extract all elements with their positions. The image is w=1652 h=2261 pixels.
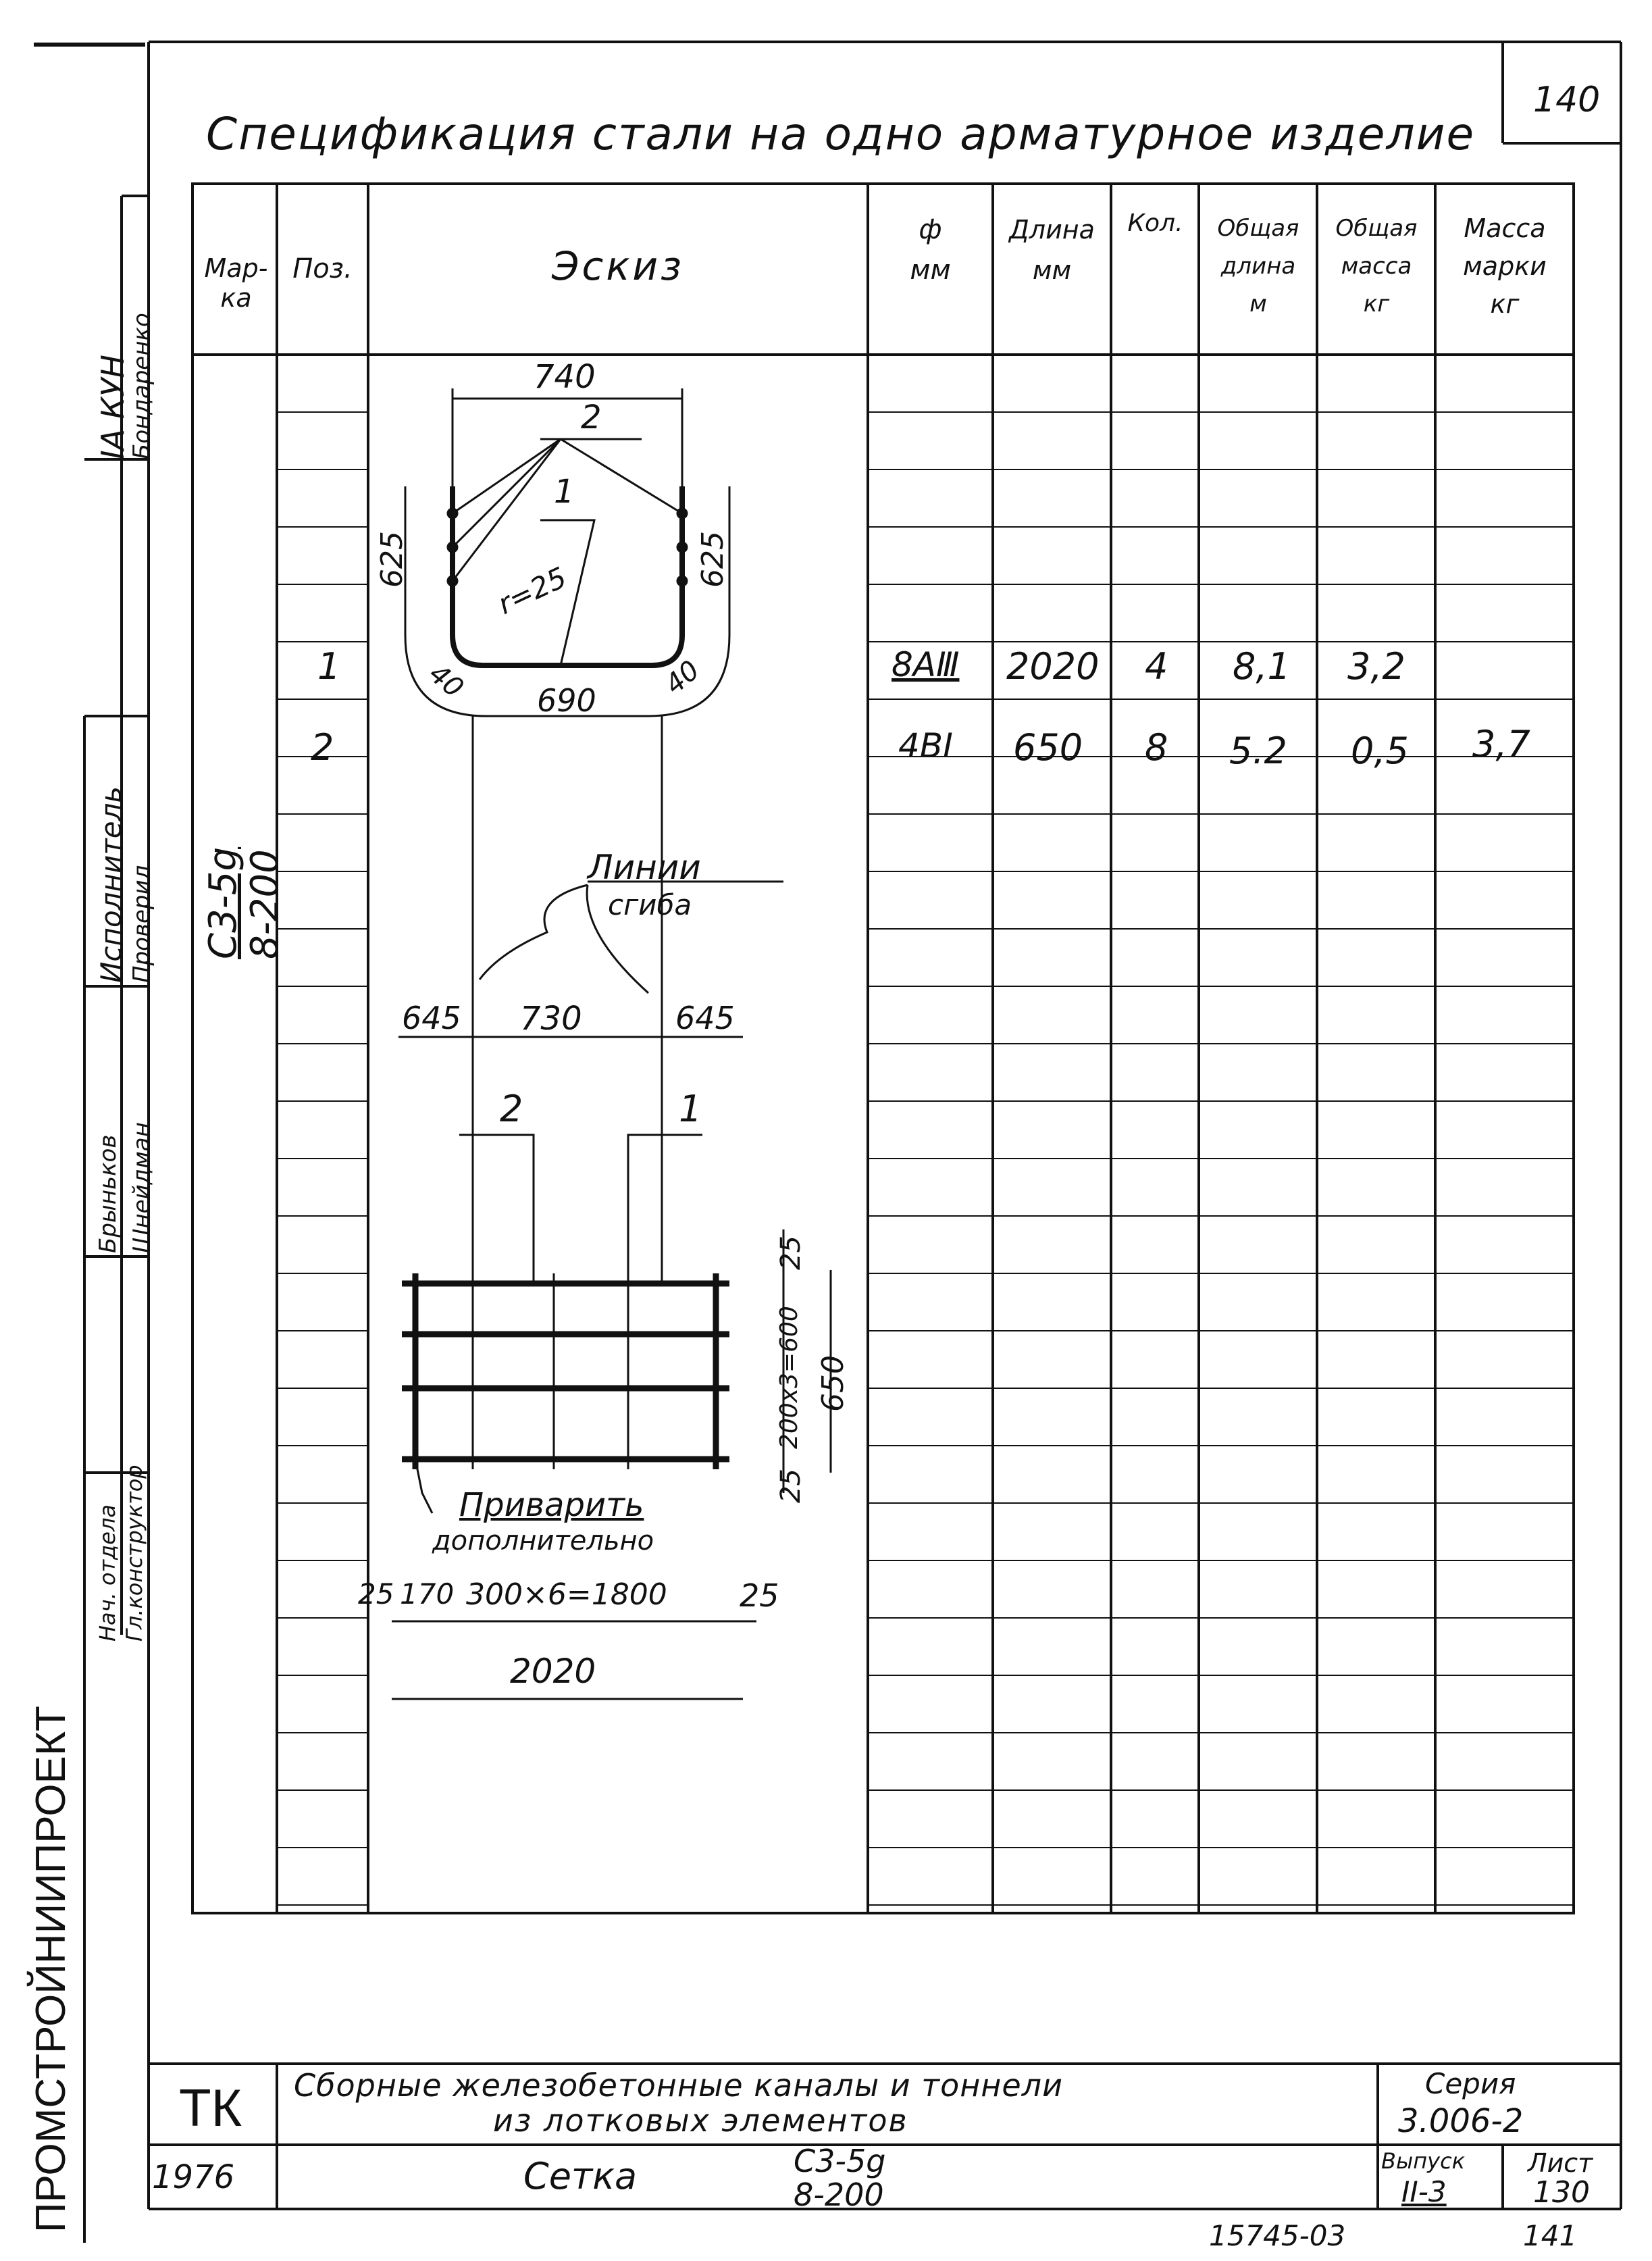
sheet-label: Лист xyxy=(1528,2148,1593,2178)
bar-dot xyxy=(677,542,687,552)
row1-total-length: 8,1 xyxy=(1233,645,1291,688)
dim-25-right: 25 xyxy=(740,1577,779,1614)
dim-25-left: 25 xyxy=(358,1577,394,1610)
radius-label: r=25 xyxy=(492,560,572,621)
bend-lines-label-1: Линии xyxy=(588,848,701,887)
item-mark-top: С3-5g xyxy=(794,2143,886,2179)
callout-2-top: 2 xyxy=(581,399,602,436)
row2-length: 650 xyxy=(1013,726,1083,769)
leader-2 xyxy=(453,439,561,547)
stamp-name-6: Шнейдман xyxy=(128,1122,155,1253)
stamp-name-4: Брыньков xyxy=(95,1134,122,1253)
issue-value: II-3 xyxy=(1401,2175,1447,2208)
stamp-name-3: Проверил xyxy=(128,865,155,983)
section-marker-2 xyxy=(459,1135,534,1284)
stamp-role-2: Гл.конструктор xyxy=(122,1465,147,1642)
dim-690: 690 xyxy=(537,682,596,719)
header-pos: Поз. xyxy=(292,253,353,284)
row1-diam: 8AⅢ xyxy=(892,645,960,684)
series-value: 3.006-2 xyxy=(1398,2102,1524,2140)
item-name: Сетка xyxy=(523,2155,638,2198)
header-sketch: Эскиз xyxy=(552,243,684,289)
dim-300x6: 300×6=1800 xyxy=(466,1577,667,1612)
dim-40-right: 40 xyxy=(659,655,706,701)
bar-dot xyxy=(448,542,457,552)
row2-total-mass: 0,5 xyxy=(1351,730,1409,772)
leader-2 xyxy=(561,439,682,513)
sheet-value: 130 xyxy=(1533,2175,1590,2210)
callout-1-top: 1 xyxy=(554,473,575,511)
title-block-code: ТК xyxy=(179,2078,242,2137)
weld-leader xyxy=(415,1459,432,1513)
org-name: ПРОМСТРОЙНИИПРОЕКТ xyxy=(28,1706,74,2233)
dim-645-right: 645 xyxy=(675,1000,735,1036)
row1-total-mass: 3,2 xyxy=(1347,645,1405,688)
mark-top: С3-5g xyxy=(201,846,245,959)
mark-bottom: 8-200 xyxy=(243,849,287,959)
header-mark-mass: Масса марки кг xyxy=(1463,213,1547,319)
year: 1976 xyxy=(152,2158,235,2196)
stamp-name-1: Бондаренко xyxy=(128,313,155,459)
row1-length: 2020 xyxy=(1006,645,1100,688)
dept-name: IA КУН xyxy=(95,355,131,459)
bottom-page: 141 xyxy=(1523,2219,1578,2252)
header-marka: Мар- ка xyxy=(204,253,268,313)
dim-730: 730 xyxy=(520,1000,582,1038)
item-mark-bottom: 8-200 xyxy=(794,2177,884,2213)
bend-arrow xyxy=(480,885,588,980)
row2-qty: 8 xyxy=(1145,726,1168,769)
section-2: 2 xyxy=(500,1088,523,1130)
dim-2020: 2020 xyxy=(510,1652,596,1691)
dim-40-left: 40 xyxy=(423,658,469,704)
dim-25-top: 25 xyxy=(775,1236,806,1270)
dim-650: 650 xyxy=(816,1355,850,1412)
dim-625-left: 625 xyxy=(375,531,409,588)
sheet-number: 140 xyxy=(1533,80,1601,120)
weld-note-2: дополнительно xyxy=(432,1525,654,1556)
bend-lines-label-2: сгиба xyxy=(608,888,692,921)
dim-25-bottom: 25 xyxy=(775,1469,806,1503)
leader-2 xyxy=(453,439,561,513)
row1-qty: 4 xyxy=(1145,645,1168,688)
bottom-code: 15745-03 xyxy=(1209,2219,1346,2252)
stamp-name-2: Исполнитель xyxy=(95,786,128,983)
mark-mass-value: 3,7 xyxy=(1472,723,1530,765)
dim-170: 170 xyxy=(400,1577,455,1610)
bar-dot xyxy=(677,576,687,586)
section-marker-1 xyxy=(628,1135,702,1284)
leader-2 xyxy=(453,439,561,581)
section-1: 1 xyxy=(679,1088,702,1130)
header-qty: Кол. xyxy=(1127,209,1183,237)
header-length: Длина мм xyxy=(1009,215,1095,285)
page-title: Спецификация стали на одно арматурное изделие xyxy=(206,108,1476,160)
header-diam: ф мм xyxy=(910,214,951,286)
dim-740: 740 xyxy=(534,358,596,396)
header-total-mass: Общая масса кг xyxy=(1335,215,1418,317)
title-block-name-2: из лотковых элементов xyxy=(493,2102,908,2139)
title-block-name-1: Сборные железобетонные каналы и тоннели xyxy=(294,2067,1063,2104)
series-label: Серия xyxy=(1425,2067,1516,2100)
header-total-length: Общая длина м xyxy=(1217,215,1299,317)
row2-total-length: 5.2 xyxy=(1229,730,1287,772)
row2-diam: 4BI xyxy=(898,726,953,765)
row2-pos: 2 xyxy=(311,726,334,769)
stamp-role-1: Нач. отдела xyxy=(95,1504,120,1642)
row1-pos: 1 xyxy=(317,645,341,688)
dim-645-left: 645 xyxy=(402,1000,461,1036)
issue-label: Выпуск xyxy=(1381,2148,1465,2174)
bar-dot xyxy=(448,576,457,586)
dim-200x3: 200х3=600 xyxy=(775,1306,803,1449)
dim-625-right: 625 xyxy=(696,531,730,588)
bar-dot xyxy=(677,509,687,518)
bar-dot xyxy=(448,509,457,518)
weld-note-1: Приварить xyxy=(459,1486,644,1524)
